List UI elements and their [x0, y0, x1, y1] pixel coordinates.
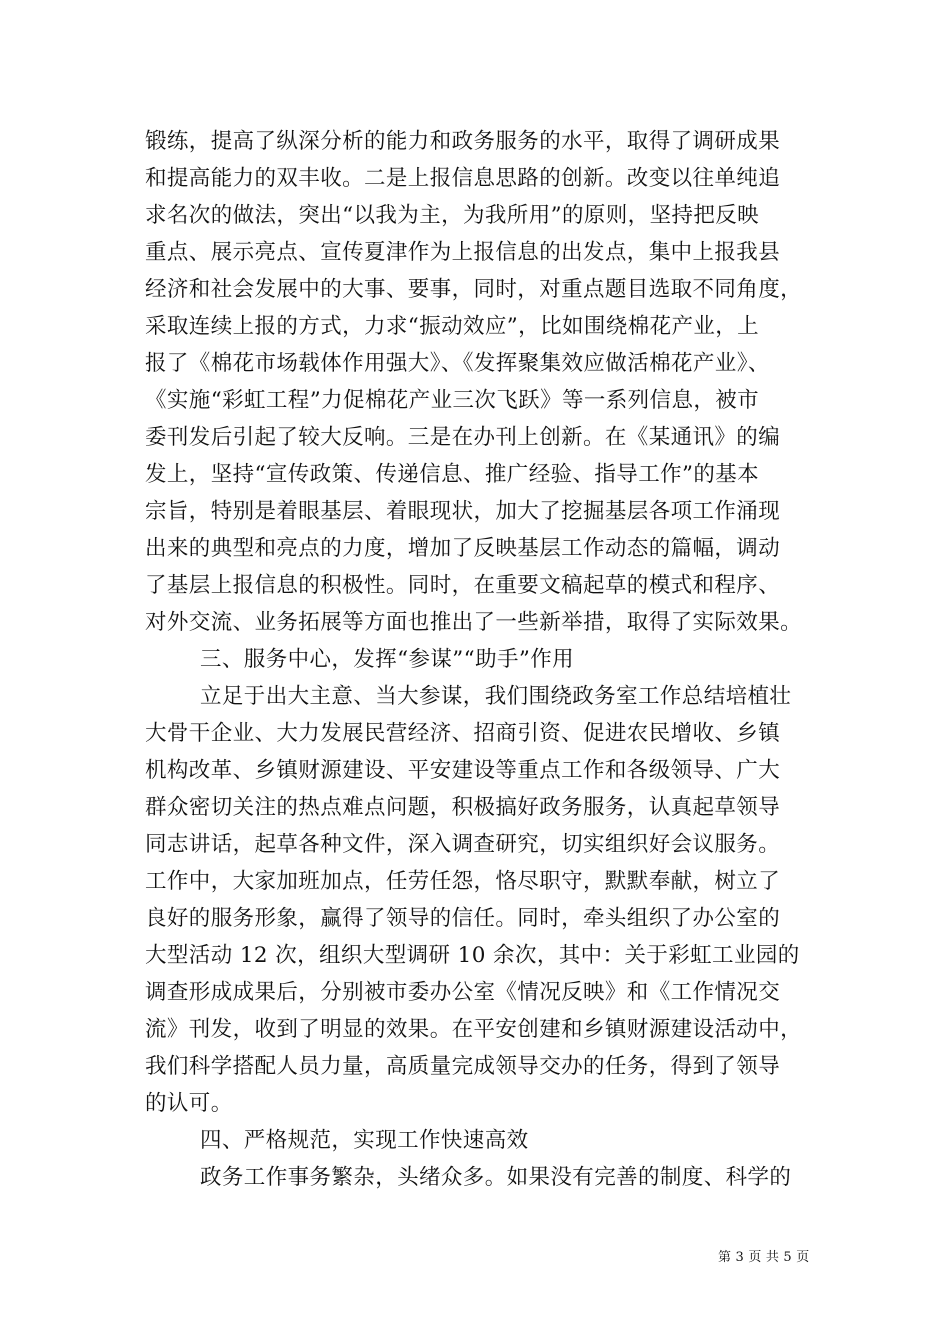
text-line: 良好的服务形象，赢得了领导的信任。同时，牵头组织了办公室的	[145, 906, 781, 931]
section-heading: 三、服务中心，发挥“参谋”“助手”作用	[200, 647, 575, 672]
text-line: 宗旨，特别是着眼基层、着眼现状，加大了挖掘基层各项工作涌现	[145, 499, 781, 524]
text-line: 对外交流、业务拓展等方面也推出了一些新举措，取得了实际效果。	[145, 610, 803, 635]
text-line: 出来的典型和亮点的力度，增加了反映基层工作动态的篇幅，调动	[145, 536, 781, 561]
text-line: 群众密切关注的热点难点问题，积极搞好政务服务，认真起草领导	[145, 795, 781, 820]
text-line: 我们科学搭配人员力量，高质量完成领导交办的任务，得到了领导	[145, 1054, 781, 1079]
text-line: 调查形成成果后，分别被市委办公室《情况反映》和《工作情况交	[145, 980, 781, 1005]
text-line: 锻练，提高了纵深分析的能力和政务服务的水平，取得了调研成果	[145, 129, 781, 154]
text-line: 的认可。	[145, 1091, 233, 1116]
text-line: 大型活动 12 次，组织大型调研 10 余次，其中：关于彩虹工业园的	[145, 943, 800, 968]
text-line: 报了《棉花市场载体作用强大》、《发挥聚集效应做活棉花产业》、	[145, 351, 770, 376]
text-line: 发上，坚持“宣传政策、传递信息、推广经验、指导工作”的基本	[145, 462, 760, 487]
page-number-footer: 第 3 页 共 5 页	[718, 1250, 810, 1265]
text-line: 采取连续上报的方式，力求“振动效应”，比如围绕棉花产业，上	[145, 314, 760, 339]
text-line: 重点、展示亮点、宣传夏津作为上报信息的出发点，集中上报我县	[145, 240, 781, 265]
text-line: 工作中，大家加班加点，任劳任怨，恪尽职守，默默奉献，树立了	[145, 869, 781, 894]
text-line: 同志讲话，起草各种文件，深入调查研究，切实组织好会议服务。	[145, 832, 781, 857]
text-line: 和提高能力的双丰收。二是上报信息思路的创新。改变以往单纯追	[145, 166, 781, 191]
text-line: 政务工作事务繁杂，头绪众多。如果没有完善的制度、科学的	[200, 1165, 792, 1190]
text-line: 了基层上报信息的积极性。同时，在重要文稿起草的模式和程序、	[145, 573, 781, 598]
text-line: 立足于出大主意、当大参谋，我们围绕政务室工作总结培植壮	[200, 684, 792, 709]
text-line: 大骨干企业、大力发展民营经济、招商引资、促进农民增收、乡镇	[145, 721, 781, 746]
text-line: 委刊发后引起了较大反响。三是在办刊上创新。在《某通讯》的编	[145, 425, 781, 450]
text-line: 《实施“彩虹工程”力促棉花产业三次飞跃》等一系列信息，被市	[145, 388, 760, 413]
text-line: 求名次的做法，突出“以我为主，为我所用”的原则，坚持把反映	[145, 203, 760, 228]
text-line: 机构改革、乡镇财源建设、平安建设等重点工作和各级领导、广大	[145, 758, 781, 783]
text-line: 流》刊发，收到了明显的效果。在平安创建和乡镇财源建设活动中，	[145, 1017, 803, 1042]
text-line: 经济和社会发展中的大事、要事，同时，对重点题目选取不同角度，	[145, 277, 803, 302]
section-heading: 四、严格规范，实现工作快速高效	[200, 1128, 529, 1153]
